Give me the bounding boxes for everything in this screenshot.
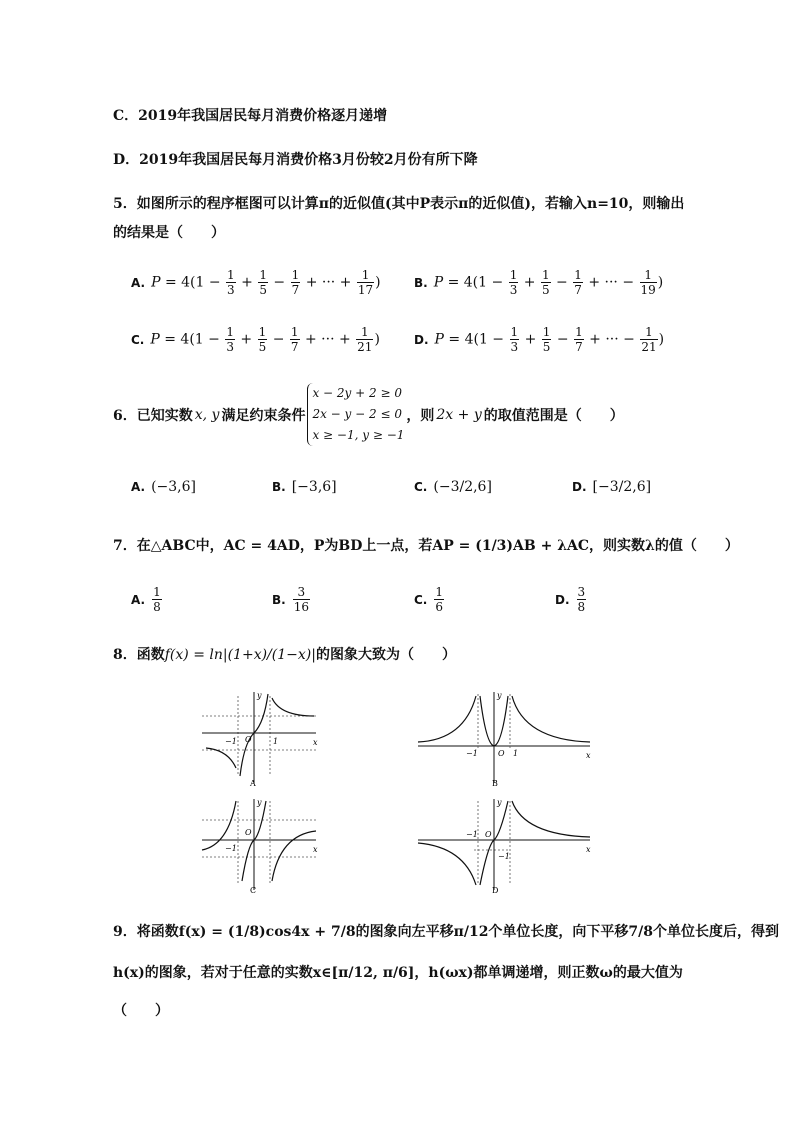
q6-prefix: 6．已知实数 <box>113 407 193 424</box>
q7-option-d: D. $\frac{3}{8}$ <box>555 585 586 614</box>
graph-caption-c: C <box>250 886 257 895</box>
q6-vars: x, y <box>194 406 220 423</box>
graph-caption-d: D <box>492 886 499 895</box>
graph-caption-b: B <box>492 779 498 788</box>
q6-constraint: x ≥ −1, y ≥ −1 <box>312 428 405 442</box>
q6-option-c: C. (−3/2,6] <box>414 479 492 495</box>
svg-text:O: O <box>485 830 492 839</box>
q6-constraint-system <box>307 383 404 446</box>
svg-text:y: y <box>497 798 502 807</box>
q6-constraint: 2x − y − 2 ≤ 0 <box>312 407 402 421</box>
svg-text:x: x <box>586 751 591 760</box>
svg-text:O: O <box>245 735 252 744</box>
q6-suffix2: 的取值范围是（ ） <box>483 407 624 424</box>
q5-option-d: D. P = 4(1 − $\frac{1}{3}$ + $\frac{1}{5}$ − $\frac{1}{7}$ + ··· − $\frac{1}{21}$ ) <box>414 325 665 354</box>
q7-option-b: B. $\frac{3}{16}$ <box>272 585 309 614</box>
q6-suffix1: ，则 <box>406 407 435 424</box>
svg-text:−1: −1 <box>466 830 478 839</box>
q6-stem <box>113 383 624 446</box>
q7-option-a: A. $\frac{1}{8}$ <box>131 585 161 614</box>
svg-text:y: y <box>497 691 502 700</box>
axis-label-y: y <box>257 691 262 700</box>
q6-option-a: A. (−3,6] <box>131 479 196 495</box>
q5-option-a: A. P = 4(1 − $\frac{1}{3}$ + $\frac{1}{5}$ − $\frac{1}{7}$ + ··· + $\frac{1}{17}$ ) <box>131 268 381 297</box>
svg-text:x: x <box>313 845 318 854</box>
q8-graph-b <box>414 688 594 788</box>
svg-text:x: x <box>586 845 591 854</box>
q6-mid: 满足约束条件 <box>221 407 306 424</box>
q8-graph-a <box>198 688 320 788</box>
q9-stem-line3: （ ） <box>113 1003 169 1019</box>
q9-stem-line1: 9．将函数f(x) = (1/8)cos4x + 7/8的图象向左平移π/12个单位长度，向下平移7/8个单位长度后，得到 <box>113 924 780 940</box>
svg-text:−1: −1 <box>225 844 237 853</box>
q5-stem-line2: 的结果是（ ） <box>113 225 225 241</box>
q6-constraint: x − 2y + 2 ≥ 0 <box>312 386 402 400</box>
svg-text:O: O <box>245 828 252 837</box>
svg-text:1: 1 <box>513 749 519 758</box>
q9-stem-line2: h(x)的图象，若对于任意的实数x∈[π/12, π/6]，h(ωx)都单调递增，则正数ω的最大值为 <box>113 965 683 981</box>
q7-option-c: C. $\frac{1}{6}$ <box>414 585 444 614</box>
svg-text:−1: −1 <box>466 749 478 758</box>
q8-graph-d <box>414 795 594 895</box>
q8-graph-c <box>198 795 320 895</box>
q6-option-b: B. [−3,6] <box>272 479 337 495</box>
svg-text:1: 1 <box>273 737 279 746</box>
q4-option-d: D．2019年我国居民每月消费价格3月份较2月份有所下降 <box>113 152 478 168</box>
graph-caption-a: A <box>250 779 256 788</box>
q6-target: 2x + y <box>436 406 482 423</box>
q8-stem: 8．函数f(x) = ln|(1+x)/(1−x)|的图象大致为（ ） <box>113 647 456 663</box>
svg-text:−1: −1 <box>498 852 510 861</box>
q5-option-b: B. P = 4(1 − $\frac{1}{3}$ + $\frac{1}{5}$ − $\frac{1}{7}$ + ··· − $\frac{1}{19}$ ) <box>414 268 664 297</box>
svg-text:−1: −1 <box>225 737 237 746</box>
q7-stem: 7．在△ABC中，AC = 4AD，P为BD上一点，若AP = (1/3)AB + λAC，则实数λ的值（ ） <box>113 538 739 554</box>
svg-text:O: O <box>498 749 505 758</box>
q5-option-c: C. P = 4(1 − $\frac{1}{3}$ + $\frac{1}{5}$ − $\frac{1}{7}$ + ··· + $\frac{1}{21}$ ) <box>131 325 380 354</box>
q6-option-d: D. [−3/2,6] <box>572 479 652 495</box>
svg-text:y: y <box>257 798 262 807</box>
q5-stem-line1: 5．如图所示的程序框图可以计算π的近似值(其中P表示π的近似值)，若输入n=10，则输出 <box>113 196 685 212</box>
axis-label-x: x <box>313 738 318 747</box>
q4-option-c: C．2019年我国居民每月消费价格逐月递增 <box>113 108 388 124</box>
